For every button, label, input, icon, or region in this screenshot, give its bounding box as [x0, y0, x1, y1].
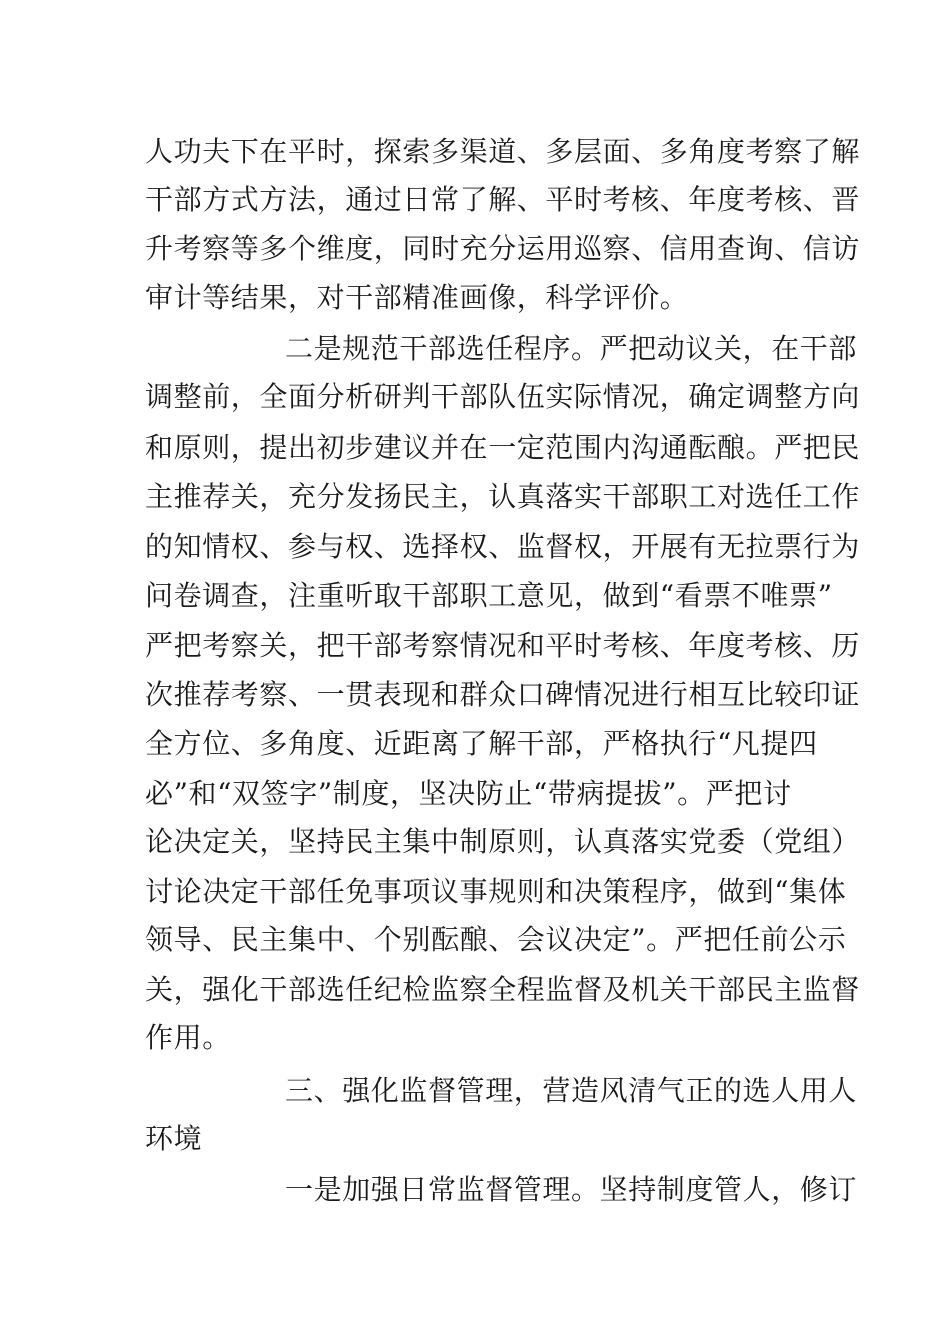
text-line: 的知情权、参与权、选择权、监督权，开展有无拉票行为	[145, 530, 861, 563]
text-line: 和原则，提出初步建议并在一定范围内沟通酝酿。严把民	[145, 431, 861, 464]
paragraph-first-line: 一是加强日常监督管理。坚持制度管人，修订	[285, 1173, 858, 1206]
text-line: 领导、民主集中、个别酝酿、会议决定”。严把任前公示	[145, 923, 847, 956]
text-line: 问卷调查，注重听取干部职工意见，做到“看票不唯票”	[145, 579, 833, 612]
text-line: 主推荐关，充分发扬民主，认真落实干部职工对选任工作	[145, 480, 861, 513]
text-line: 全方位、多角度、近距离了解干部，严格执行“凡提四	[145, 727, 818, 760]
section-heading-continued: 环境	[145, 1122, 203, 1155]
text-line: 人功夫下在平时，探索多渠道、多层面、多角度考察了解	[145, 135, 861, 168]
text-line: 调整前，全面分析研判干部队伍实际情况，确定调整方向	[145, 380, 861, 413]
text-line: 必”和“双签字”制度，坚决防止“带病提拔”。严把讨	[145, 777, 792, 810]
text-line: 讨论决定干部任免事项议事规则和决策程序，做到“集体	[145, 875, 847, 908]
text-line: 次推荐考察、一贯表现和群众口碑情况进行相互比较印证	[145, 678, 861, 711]
text-line: 论决定关，坚持民主集中制原则，认真落实党委（党组）	[145, 825, 861, 858]
text-line: 作用。	[145, 1021, 231, 1054]
text-line: 严把考察关，把干部考察情况和平时考核、年度考核、历	[145, 629, 861, 662]
text-line: 审计等结果，对干部精准画像，科学评价。	[145, 281, 689, 314]
section-heading: 三、强化监督管理，营造风清气正的选人用人	[285, 1074, 858, 1107]
text-line: 干部方式方法，通过日常了解、平时考核、年度考核、晋	[145, 183, 861, 216]
paragraph-first-line: 二是规范干部选任程序。严把动议关，在干部	[285, 332, 858, 365]
text-line: 关，强化干部选任纪检监察全程监督及机关干部民主监督	[145, 973, 861, 1006]
text-line: 升考察等多个维度，同时充分运用巡察、信用查询、信访	[145, 232, 861, 265]
